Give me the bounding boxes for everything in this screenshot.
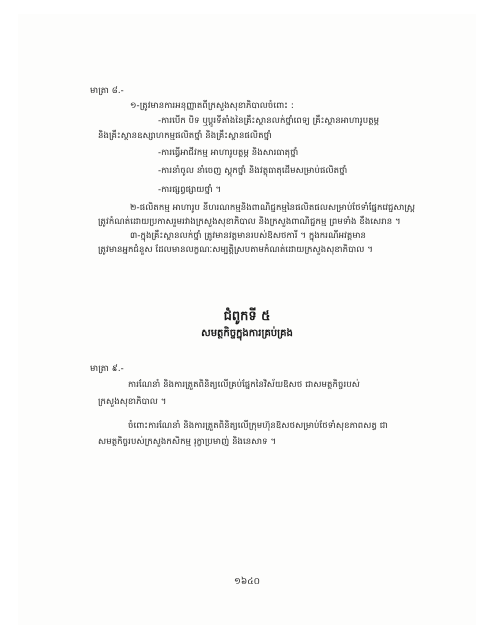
article-9-line: ក្រសួងសុខាភិបាល ។	[98, 397, 167, 407]
article-8-line: ៣-ក្នុងគ្រឹះស្ថានលក់ថ្នាំ ត្រូវមានវត្តមានរបស់ឱសថការី ។ ក្នុងករណីអវត្តមាន	[130, 231, 367, 241]
article-8-line: -ការបើក បិទ ឬប្ដូរទីតាំងនៃគ្រឹះស្ថានលក់ថ្នាំពេទ្យ គ្រឹះស្ថានអាហារូបត្ថម្ភ	[158, 116, 380, 126]
article-8-line: និងគ្រឹះស្ថានឧស្សាហកម្មផលិតថ្នាំ និងគ្រឹះស្ថានផលិតថ្នាំ	[98, 131, 272, 141]
article-8-line: ២-ផលិតកម្ម អាហារូប នីហរណកម្មនិងពាណិជ្ជកម្មនៃផលិតផលសម្រាប់ថែទាំផ្នែកវេជ្ជសាស្ត្រ	[130, 203, 416, 213]
article-8-line: -ការធ្វើអាជីវកម្ម អាហារូបត្ថម្ភ និងសារធាតុថ្នាំ	[158, 148, 299, 158]
article-9-line: ការណែនាំ និងការត្រួតពិនិត្យលើគ្រប់ផ្នែកនៃវិស័យឱសថ ជាសមត្ថកិច្ចរបស់	[128, 380, 361, 390]
page-number: ១៦៤០	[234, 577, 260, 587]
article-8-line: ១-ត្រូវមានការអនុញ្ញាតពីក្រសួងសុខាភិបាលចំពោះ :	[130, 101, 294, 111]
article-9-line: សមត្ថកិច្ចរបស់ក្រសួងកសិកម្ម រុក្ខាប្រមាញ់ និងនេសាទ ។	[98, 437, 277, 447]
chapter-title: ជំពូកទី ៥	[223, 309, 271, 324]
article-8-line: -ការផ្សព្វផ្សាយថ្នាំ ។	[158, 185, 222, 195]
article-8-line: -ការនាំចូល នាំចេញ ស្តុកថ្នាំ និងវត្ថុធាតុដើមសម្រាប់ផលិតថ្នាំ	[158, 166, 348, 176]
chapter-subtitle: សមត្ថកិច្ចក្នុងការគ្រប់គ្រង	[201, 328, 293, 339]
article-8-line: ត្រូវកំណត់ដោយប្រកាសរួមរវាងក្រសួងសុខាភិបាល និងក្រសួងពាណិជ្ជកម្ម ព្រមទាំង ខឹងសេរាន ។	[98, 217, 401, 227]
article-9-line: ចំពោះការណែនាំ និងការត្រួតពិនិត្យលើក្រុមហ៊ុនឱសថសម្រាប់ថែទាំសុខភាពសត្វ ជា	[128, 421, 388, 431]
article-8-label: មាត្រា ៨.-	[90, 86, 124, 96]
document-page	[18, 14, 476, 625]
article-9-label: មាត្រា ៩.-	[90, 364, 124, 374]
article-8-line: ត្រូវមានអ្នកជំនួស ដែលមានលក្ខណៈសម្បត្តិស្របតាមកំណត់ដោយក្រសួងសុខាភិបាល ។	[98, 245, 373, 255]
